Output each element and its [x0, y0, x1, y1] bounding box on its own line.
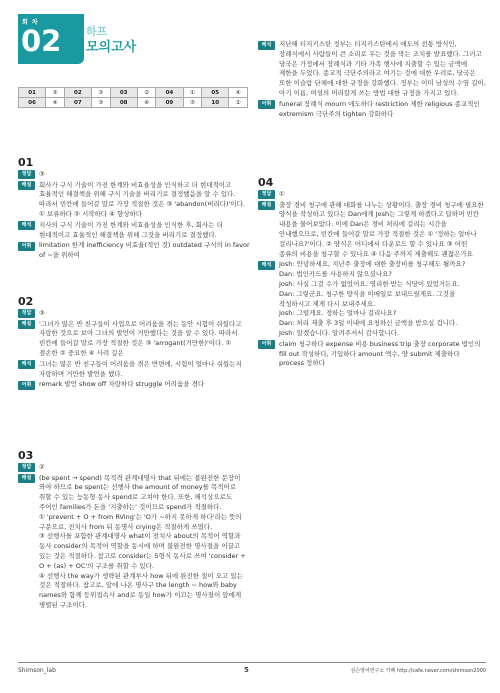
answer-tag: 정답	[258, 190, 275, 199]
explanation-row	[258, 201, 486, 260]
dialogue-line: Dan: 법인카드를 사용하지 않으셨나요?	[279, 270, 392, 279]
answer-cell: ④	[137, 98, 156, 108]
translation-tag: 해석	[258, 41, 275, 50]
explanation-tag: 해설	[18, 320, 35, 329]
explanation-row	[18, 320, 250, 359]
explanation-tag: 해설	[18, 181, 35, 190]
question-number: 05	[202, 88, 229, 98]
question-number-heading: 01	[18, 156, 34, 169]
answer-cell: ④	[229, 88, 248, 98]
answer-tag: 정답	[18, 309, 35, 318]
answer-cell: ③	[91, 88, 110, 98]
question-number: 06	[19, 98, 46, 108]
question-number-heading: 02	[18, 295, 34, 308]
answer-row	[18, 170, 250, 180]
question-01-section	[18, 158, 250, 262]
explanation-tag: 해설	[18, 474, 35, 483]
vocabulary-tag: 어휘	[18, 242, 35, 251]
test-number: 02	[21, 24, 62, 58]
question-number: 03	[110, 88, 137, 98]
answer-value: ③	[39, 169, 45, 178]
dialogue-line: Josh: 그럴게요. 정하는 얼마나 걸리나요?	[279, 309, 397, 318]
answer-row	[18, 463, 250, 473]
page-header	[18, 14, 218, 64]
vocabulary-text: limitation 한계 inefficiency 비효율(적인 것) outdated 구식의 in favor of ~을 위하여	[39, 241, 250, 260]
vocabulary-tag: 어휘	[258, 340, 275, 349]
question-number: 04	[156, 88, 183, 98]
vocabulary-row	[258, 100, 486, 120]
answer-cell: ③	[183, 98, 202, 108]
translation-row	[258, 260, 486, 338]
question-04-section	[258, 178, 486, 370]
question-03-continued	[258, 40, 486, 120]
page-number: 5	[244, 666, 249, 674]
dialogue-line: Josh: 사실 그걸 수가 없었어요. 영리한 받는 식당이 있었거든요.	[279, 279, 460, 288]
answer-row	[18, 309, 250, 319]
question-number: 02	[64, 88, 91, 98]
dialogue-line: Josh: 알겠습니다. 알려주셔서 감사합니다.	[279, 328, 400, 337]
question-02-section	[18, 297, 250, 391]
dialogue-line: Dan: 그렇군요. 청구한 양식을 이메일로 보내드릴게요. 그것을 작성하시고 제게 다시 보내주세요.	[279, 289, 456, 308]
answer-cell: ②	[137, 88, 156, 98]
explanation-text: 회사가 구식 기술이 가진 한계와 비효율성을 인식하고 더 현대적이고 효율적인 해결책을 위해 구식 기술을 버리기로 결정했음을 알 수 있다. 따라서 빈칸에 들어갈 말로 가장 적절한 것은 ③ 'abandon(버리다)'이다. ① 보류하다 ② 시작하다 ④ 향상하다	[39, 180, 245, 218]
translation-tag: 해석	[258, 261, 275, 270]
answer-cell: ③	[46, 88, 65, 98]
explanation-row	[18, 474, 250, 611]
explanation-text	[39, 474, 250, 611]
explanation-text: 출장 경비 청구에 관해 대화를 나누는 상황이다. 출장 경비 청구에 필요한 양식을 작성하고 있다는 Dan에게 Josh는 그렇게 하겠다고 답하며 빈칸 내용을 물어보았다. 이에 Dan은 경비 처리에 걸리는 시간을 안내했으므로, 빈칸에 들어갈 말로 가장 적절한 것은 ① '정하는 얼마나 걸리나요?'이다. ② 양식은 어디에서 다운로드 할 수 있나요 ③ 어떤 종류의 비용을 청구할 수 있나요 ④ 다음 주까지 제출해도 괜찮은가요	[279, 200, 484, 258]
answer-row	[258, 190, 486, 200]
vocabulary-text: claim 청구하다 expense 비용 business trip 출장 corporate 법인의 fill out 작성하다, 기입하다 amount 액수, 양 submit 제출하다 process 정하다	[279, 339, 481, 368]
question-number-heading: 03	[18, 449, 34, 462]
translation-row	[258, 40, 486, 99]
answer-value: ②	[39, 462, 45, 471]
title-line-1: 하프	[86, 25, 108, 38]
round-label: 회 차	[22, 19, 39, 26]
answer-cell: ④	[46, 98, 65, 108]
vocabulary-tag: 어휘	[18, 381, 35, 390]
dialogue-line: Dan: 처리 제출 후 3일 이내에 요청하신 금액을 받으실 겁니다.	[279, 319, 458, 328]
translation-text: 지사의 구식 기술이 가진 한계와 비효율성을 인식한 후, 회사는 더 현대적이고 효율적인 해결책을 위해 그것을 버리기로 결정했다.	[39, 220, 223, 239]
answer-tag: 정답	[18, 170, 35, 179]
question-number: 08	[110, 98, 137, 108]
question-number: 10	[202, 98, 229, 108]
explanation-paragraph: ③ 선행사를 포함한 관계대명사 what이 전치사 about의 목적어 역할과 동사 consider의 목적어 역할을 동시에 하며 불완전한 명사절을 이끌고 있는 것은 적절하다. 참고로 consider는 5형식 동사로 쓰여 'consider + O + (as) + OC'의 구조를 취할 수 있다.	[39, 532, 246, 570]
translation-tag: 해석	[18, 221, 35, 230]
footer-cafe-link: 심슨영어연구소 카페 http://cafe.naver.com/shimson2000	[350, 668, 486, 674]
answer-cell: ①	[183, 88, 202, 98]
vocabulary-row	[18, 380, 250, 390]
vocabulary-row	[258, 340, 486, 369]
answer-value: ①	[279, 189, 285, 198]
vocabulary-text: remark 발언 show off 자랑하다 struggle 어려움을 겪다	[39, 380, 205, 389]
table-row	[19, 88, 248, 98]
explanation-paragraph: (be spent → spend) 목적격 관계대명사 that 뒤에는 불완전한 문장이 와야 하므로 be spent는 선행사 the amount of money를 목적어로 취할 수 있는 능동형 동사 spend로 고쳐야 한다. 또한, 해석상으로도 주어인 families가 돈을 '지출하는' 것이므로 spend가 적절하다.	[39, 473, 241, 511]
footer-divider	[18, 662, 486, 663]
answer-value: ③	[39, 308, 45, 317]
answer-tag: 정답	[18, 463, 35, 472]
vocabulary-text: funeral 장례식 mourn 애도하다 restriction 제한 religious 종교적인 extremism 극단주의 tighten 강화하다	[279, 99, 480, 118]
translation-row	[18, 360, 250, 380]
footer-brand: Shimson_lab	[18, 667, 56, 674]
question-03-section	[18, 451, 250, 612]
explanation-row	[18, 181, 250, 220]
page-footer	[18, 662, 486, 676]
answer-table	[18, 87, 248, 108]
explanation-tag: 해설	[258, 201, 275, 210]
question-number: 07	[64, 98, 91, 108]
translation-tag: 해석	[18, 360, 35, 369]
translation-text	[279, 260, 486, 338]
title-line-2: 모의고사	[86, 40, 137, 55]
answer-cell: ③	[91, 98, 110, 108]
translation-text: 그녀는 많은 반 친구들이 어려움을 겪은 반면에, 시험이 얼마나 쉬웠는지 자랑하며 거만한 발언을 했다.	[39, 359, 242, 378]
question-number: 09	[156, 98, 183, 108]
question-number-heading: 04	[258, 176, 274, 189]
dialogue-line: Josh: 안녕하세요, 지난주 출장에 대한 출장비를 청구해도 될까요?	[279, 260, 466, 269]
answer-cell: ②	[229, 98, 248, 108]
translation-text: 지난해 티지키스탄 정부는 티지키스탄에서 애도의 전통 방식인, 장례식에서 사람들이 큰 소리로 우는 것을 막는 조치를 발표했다. 그러고 당국은 가정에서 장례식과 기타 가족 행사에 지출할 수 있는 금액에 제한을 두었다. 종교적 극단주의라고 여기는 것에 대한 우려로, 당국은 또한 이슬람 단체에 대한 규정을 강화했다. 정부는 이미 남성의 수염 길이, 아기 이름, 여성의 머리칼게 쓰는 방법 대한 규정을 가지고 있다.	[279, 40, 486, 97]
vocabulary-row	[18, 241, 250, 261]
translation-row	[18, 221, 250, 241]
question-number: 01	[19, 88, 46, 98]
explanation-paragraph: ④ 선행사 the way가 생략된 관계부사 how 뒤에 완전한 절이 오고 있는 것은 적절하다. 참고로, 앞에 나온 명사구 the length ~ how와 baby names와 함께 등위접속사 and로 동일 how가 이끄는 명사절이 앞에게 병렬된 구조이다.	[39, 571, 243, 609]
vocabulary-tag: 어휘	[258, 100, 275, 109]
explanation-text: '그녀가 많은 반 친구들이 사업으로 어려움을 겪는 동안 시험이 쉬웠다고 자랑한 것으로 보아 그녀의 발언이 거만했다는 것을 알 수 있다. 따라서 빈칸에 들어갈 말로 가장 적절한 것은 ③ 'arrogant(거만한)'이다. ① 겸손한 ② 중요한 ④ 사려 깊은	[39, 319, 242, 357]
table-row	[19, 98, 248, 108]
explanation-paragraph: ① 'prevent + O + from RVing'는 'O가 ~하지 못하게 하다'라는 뜻의 구문으로, 전치사 from 뒤 동명사 crying은 적절하게 쓰였다.	[39, 512, 242, 531]
